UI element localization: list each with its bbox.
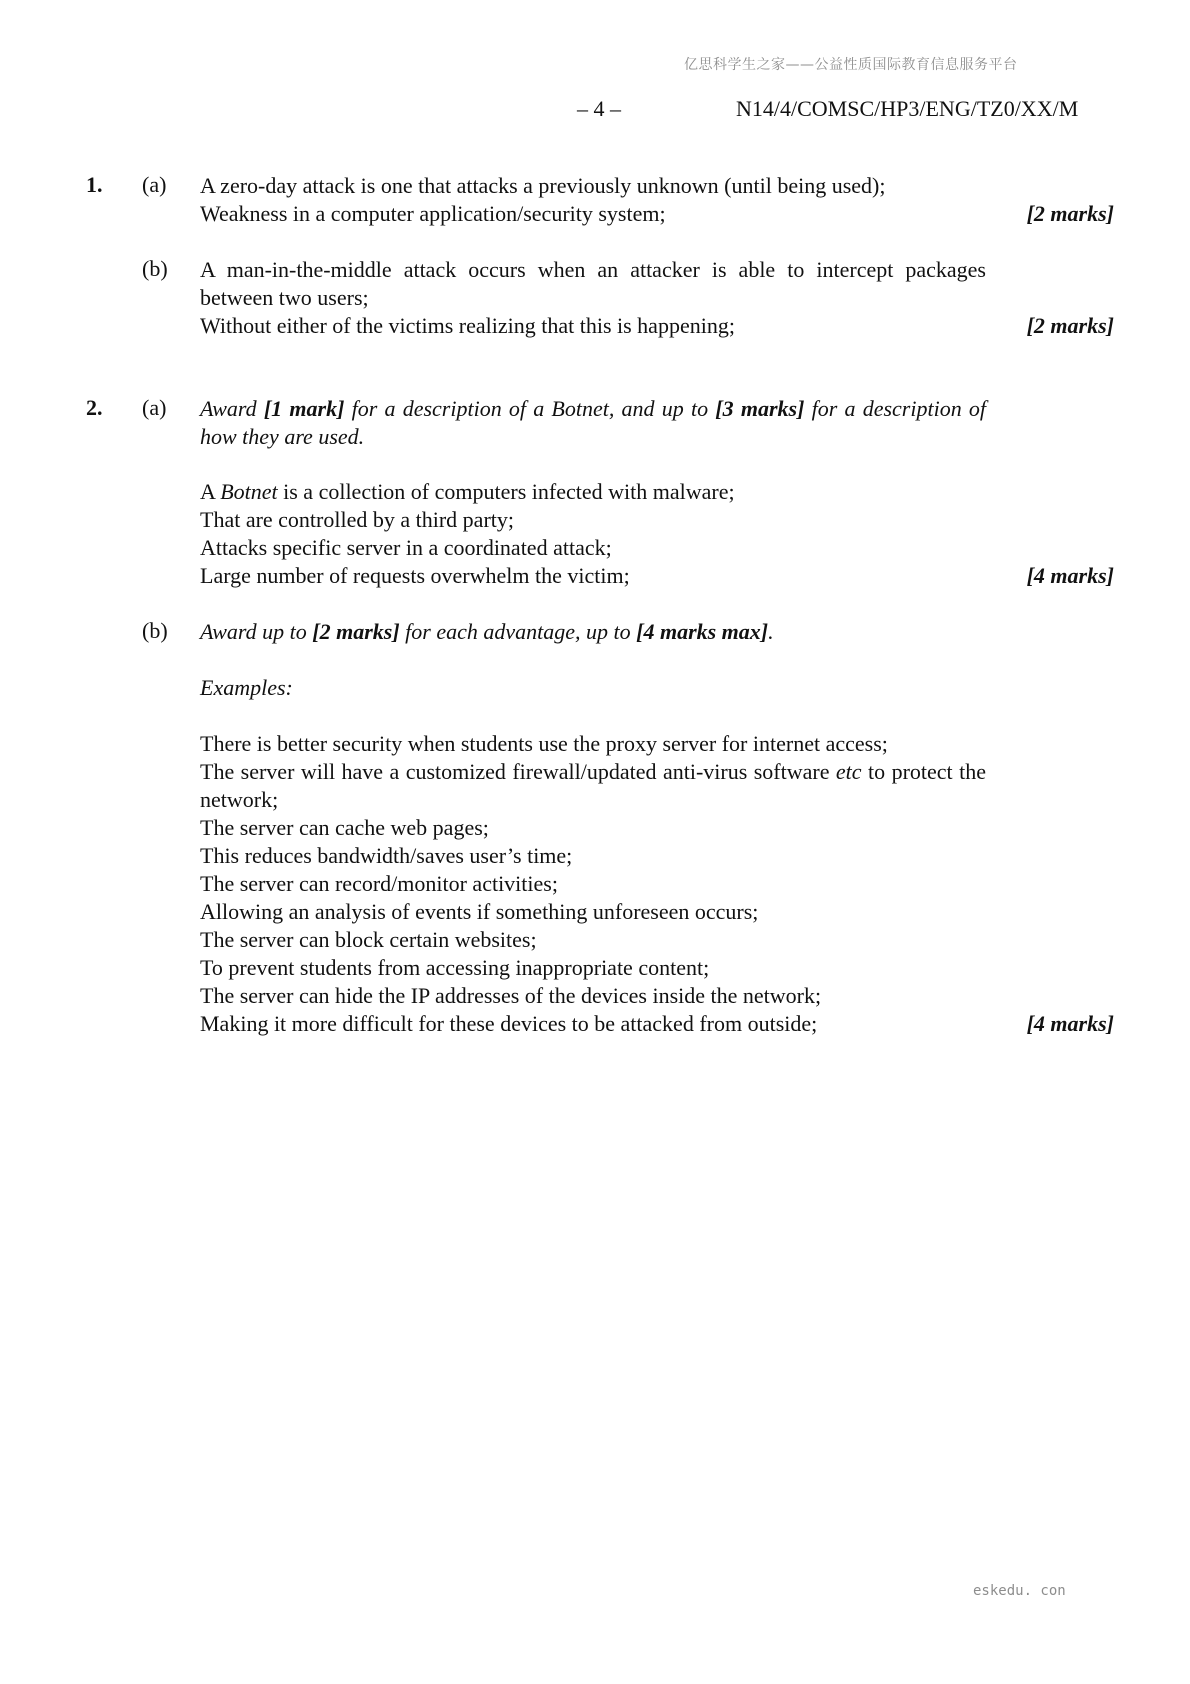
q2b-line-5: The server can record/monitor activities; [200, 871, 558, 896]
q2a-instruction: Award [1 mark] for a description of a Botnet, and up to [3 marks] for a description of how they are used. [200, 396, 987, 449]
q2b-line-4: This reduces bandwidth/saves user’s time; [200, 843, 573, 868]
question-2-number: 2. [86, 395, 103, 420]
watermark-text: 亿思科学生之家——公益性质国际教育信息服务平台 [684, 57, 1018, 73]
page-number: – 4 – [577, 96, 621, 121]
q2b-line-6: Allowing an analysis of events if something unforeseen occurs; [200, 899, 759, 924]
q2b-line-2: The server will have a customized firewall/updated anti-virus software etc to protect the network; [200, 759, 986, 812]
q1a-label: (a) [142, 172, 167, 197]
footer-watermark: eskedu. con [973, 1583, 1066, 1599]
document-code: N14/4/COMSC/HP3/ENG/TZ0/XX/M [736, 96, 1079, 121]
q2b-line-3: The server can cache web pages; [200, 815, 489, 840]
q2b-instruction: Award up to [2 marks] for each advantage, up to [4 marks max]. [200, 619, 774, 644]
q1a-marks: [2 marks] [1026, 201, 1114, 226]
q2b-line-8: To prevent students from accessing inappropriate content; [200, 955, 710, 980]
q2a-line-3: Attacks specific server in a coordinated attack; [200, 535, 612, 560]
q2a-marks: [4 marks] [1026, 563, 1114, 588]
q2b-marks: [4 marks] [1026, 1011, 1114, 1036]
q2b-label: (b) [142, 618, 168, 643]
q2b-line-9: The server can hide the IP addresses of the devices inside the network; [200, 983, 822, 1008]
q2a-line-2: That are controlled by a third party; [200, 507, 514, 532]
q2b-line-7: The server can block certain websites; [200, 927, 537, 952]
q1a-line-1: A zero-day attack is one that attacks a previously unknown (until being used); [200, 173, 886, 198]
q1b-label: (b) [142, 256, 168, 281]
q2b-line-1: There is better security when students use the proxy server for internet access; [200, 731, 888, 756]
q1b-line-3: Without either of the victims realizing that this is happening; [200, 313, 735, 338]
q2a-line-1: A Botnet is a collection of computers infected with malware; [200, 479, 735, 504]
question-1-number: 1. [86, 172, 103, 197]
q2a-label: (a) [142, 395, 167, 420]
q2a-line-4: Large number of requests overwhelm the victim; [200, 563, 630, 588]
q2b-line-10: Making it more difficult for these devices to be attacked from outside; [200, 1011, 818, 1036]
q1a-line-2: Weakness in a computer application/security system; [200, 201, 666, 226]
q1b-marks: [2 marks] [1026, 313, 1114, 338]
q2b-examples-heading: Examples: [200, 675, 293, 700]
q1b-paragraph: A man-in-the-middle attack occurs when an attacker is able to intercept packages between two users; [200, 257, 986, 310]
